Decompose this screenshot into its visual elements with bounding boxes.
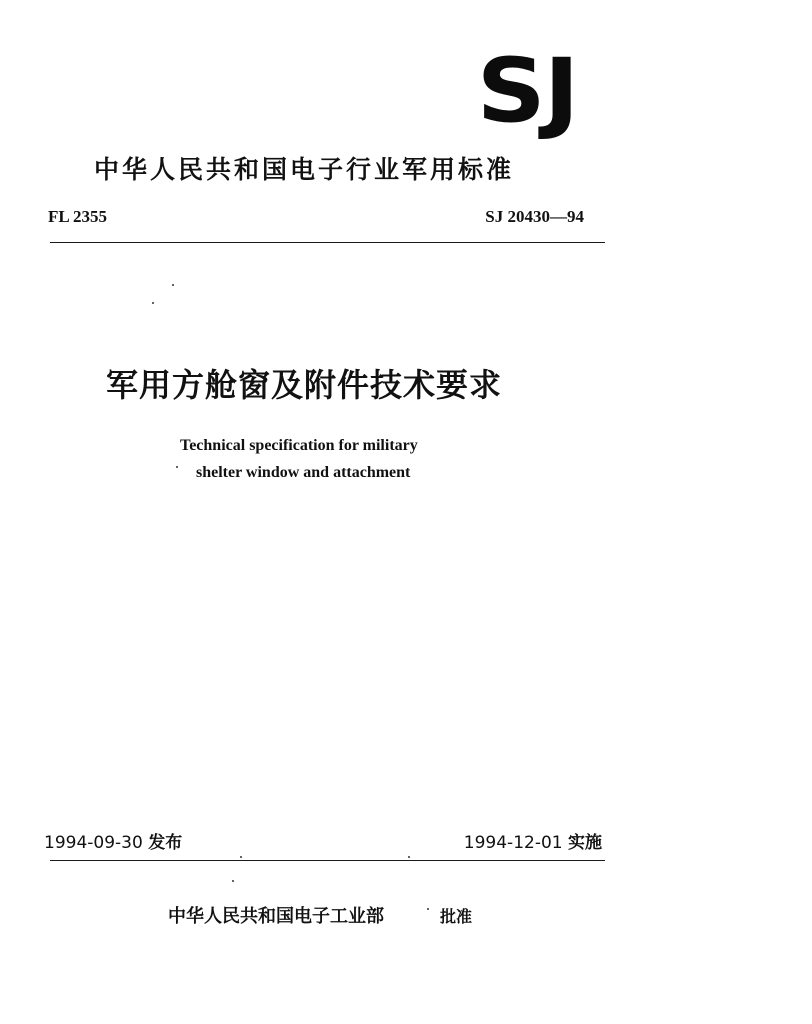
- footer-divider: [50, 860, 605, 861]
- scan-speck: [427, 908, 429, 910]
- implementation-date-block: [464, 828, 602, 853]
- scan-speck: [408, 856, 410, 858]
- issue-label: 发布: [148, 833, 183, 853]
- english-title-line-1: Technical specification for military: [180, 437, 418, 454]
- scan-speck: [240, 856, 242, 858]
- sj-logo-text: SJ: [476, 39, 578, 143]
- classification-code: FL 2355: [48, 207, 108, 226]
- implementation-label: 实施: [568, 833, 602, 853]
- header-divider: [50, 242, 605, 243]
- issue-date: 1994-09-30: [44, 833, 143, 853]
- scan-speck: [172, 284, 174, 286]
- scan-speck: [152, 302, 154, 304]
- standard-number: SJ 20430—94: [485, 207, 584, 226]
- approval-label: 批准: [440, 907, 473, 926]
- scan-speck: [176, 466, 178, 468]
- standard-category-title: 中华人民共和国电子行业军用标准: [94, 155, 515, 184]
- approving-authority: 中华人民共和国电子工业部: [168, 906, 384, 927]
- sj-logo: [452, 39, 602, 143]
- scan-speck: [232, 880, 234, 882]
- document-title-english: [180, 432, 480, 486]
- english-title-line-2: shelter window and attachment: [196, 464, 411, 481]
- document-title-chinese: 军用方舱窗及附件技术要求: [106, 366, 503, 404]
- implementation-date: 1994-12-01: [463, 833, 563, 853]
- issue-date-block: [44, 828, 182, 853]
